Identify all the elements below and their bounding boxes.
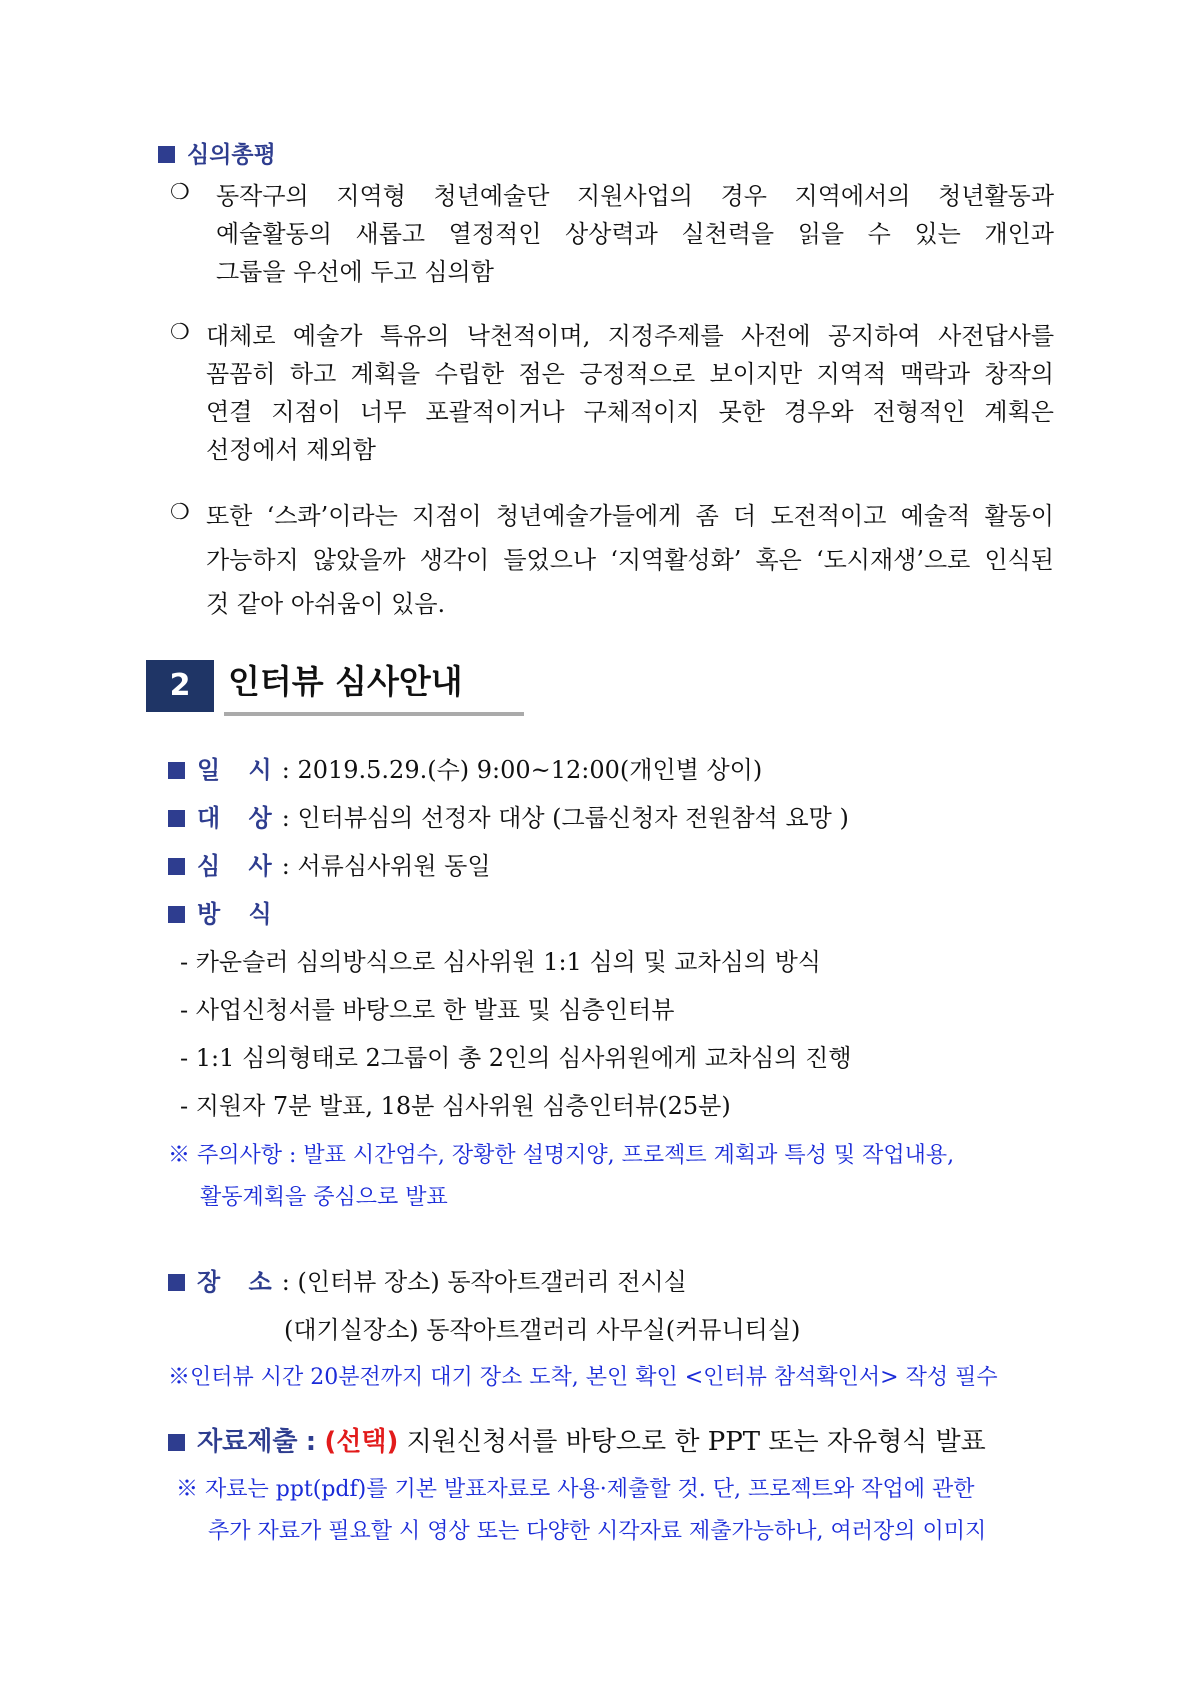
- submit-tag: (선택): [324, 1427, 399, 1457]
- place-value-2: (대기실장소) 동작아트갤러리 사무실(커뮤니티실): [284, 1316, 801, 1344]
- circle-bullet-icon: ❍: [170, 320, 190, 345]
- place-note: ※인터뷰 시간 20분전까지 대기 장소 도착, 본인 확인 <인터뷰 참석확인서> 작성 필수: [168, 1365, 998, 1390]
- circle-bullet-icon: ❍: [170, 500, 190, 525]
- submit-note-line-1: ※ 자료는 ppt(pdf)를 기본 발표자료로 사용·제출할 것. 단, 프로젝트와 작업에 관한: [176, 1477, 975, 1502]
- circle-bullet-icon: ❍: [170, 180, 190, 205]
- submit-row: [168, 1422, 986, 1462]
- section-title: 인터뷰 심사안내: [228, 662, 463, 701]
- submit-colon: :: [305, 1427, 317, 1457]
- review-bullet-3-line-1: 또한 ‘스콰’이라는 지점이 청년예술가들에게 좀 더 도전적이고 예술적 활동이: [206, 502, 1054, 530]
- place-label: 장 소: [197, 1268, 282, 1296]
- judge-row: [168, 846, 491, 886]
- date-label: 일 시: [197, 756, 282, 784]
- review-bullet-3-line-3: 것 같아 아쉬움이 있음.: [206, 590, 446, 618]
- target-value: : 인터뷰심의 선정자 대상 (그룹신청자 전원참석 요망 ): [281, 804, 849, 832]
- submit-value: 지원신청서를 바탕으로 한 PPT 또는 자유형식 발표: [406, 1427, 986, 1457]
- review-bullet-1-line-1: 동작구의 지역형 청년예술단 지원사업의 경우 지역에서의 청년활동과: [216, 182, 1054, 210]
- square-bullet-icon: [168, 762, 185, 779]
- square-bullet-icon: [168, 858, 185, 875]
- judge-label: 심 사: [197, 852, 282, 880]
- section-underline: [224, 712, 524, 716]
- caution-note-line-2: 활동계획을 중심으로 발표: [200, 1185, 448, 1210]
- caution-note-line-1: ※ 주의사항 : 발표 시간엄수, 장황한 설명지양, 프로젝트 계획과 특성 및 작업내용,: [168, 1143, 955, 1168]
- date-row: [168, 750, 762, 790]
- review-heading-text: 심의총평: [187, 142, 276, 168]
- method-label: 방 식: [197, 900, 282, 928]
- place-value-1: : (인터뷰 장소) 동작아트갤러리 전시실: [281, 1268, 687, 1296]
- judge-value: : 서류심사위원 동일: [281, 852, 491, 880]
- square-bullet-icon: [168, 1274, 185, 1291]
- review-bullet-2-line-3: 연결 지점이 너무 포괄적이거나 구체적이지 못한 경우와 전형적인 계획은: [206, 398, 1054, 426]
- square-bullet-icon: [158, 146, 175, 163]
- method-item-2: - 사업신청서를 바탕으로 한 발표 및 심층인터뷰: [180, 996, 675, 1024]
- method-item-3: - 1:1 심의형태로 2그룹이 총 2인의 심사위원에게 교차심의 진행: [180, 1044, 852, 1072]
- review-bullet-3-line-2: 가능하지 않았을까 생각이 들었으나 ‘지역활성화’ 혹은 ‘도시재생’으로 인식된: [206, 546, 1054, 574]
- submit-label: 자료제출: [197, 1427, 298, 1457]
- target-label: 대 상: [197, 804, 282, 832]
- review-bullet-1-line-2: 예술활동의 새롭고 열정적인 상상력과 실천력을 읽을 수 있는 개인과: [216, 220, 1054, 248]
- square-bullet-icon: [168, 810, 185, 827]
- review-bullet-2-line-2: 꼼꼼히 하고 계획을 수립한 점은 긍정적으로 보이지만 지역적 맥락과 창작의: [206, 360, 1054, 388]
- target-row: [168, 798, 849, 838]
- submit-note-line-2: 추가 자료가 필요할 시 영상 또는 다양한 시각자료 제출가능하나, 여러장의 이미지: [208, 1519, 987, 1544]
- method-item-4: - 지원자 7분 발표, 18분 심사위원 심층인터뷰(25분): [180, 1092, 731, 1120]
- review-bullet-2-line-1: 대체로 예술가 특유의 낙천적이며, 지정주제를 사전에 공지하여 사전답사를: [206, 322, 1054, 350]
- method-item-1: - 카운슬러 심의방식으로 심사위원 1:1 심의 및 교차심의 방식: [180, 948, 821, 976]
- section-number-badge: 2: [146, 660, 214, 712]
- square-bullet-icon: [168, 1434, 185, 1451]
- place-row: [168, 1262, 687, 1302]
- square-bullet-icon: [168, 906, 185, 923]
- review-bullet-2-line-4: 선정에서 제외함: [206, 436, 376, 464]
- date-value: : 2019.5.29.(수) 9:00~12:00(개인별 상이): [281, 756, 763, 784]
- method-row: [168, 894, 282, 934]
- review-heading: [158, 140, 276, 170]
- review-bullet-1-line-3: 그룹을 우선에 두고 심의함: [216, 258, 494, 286]
